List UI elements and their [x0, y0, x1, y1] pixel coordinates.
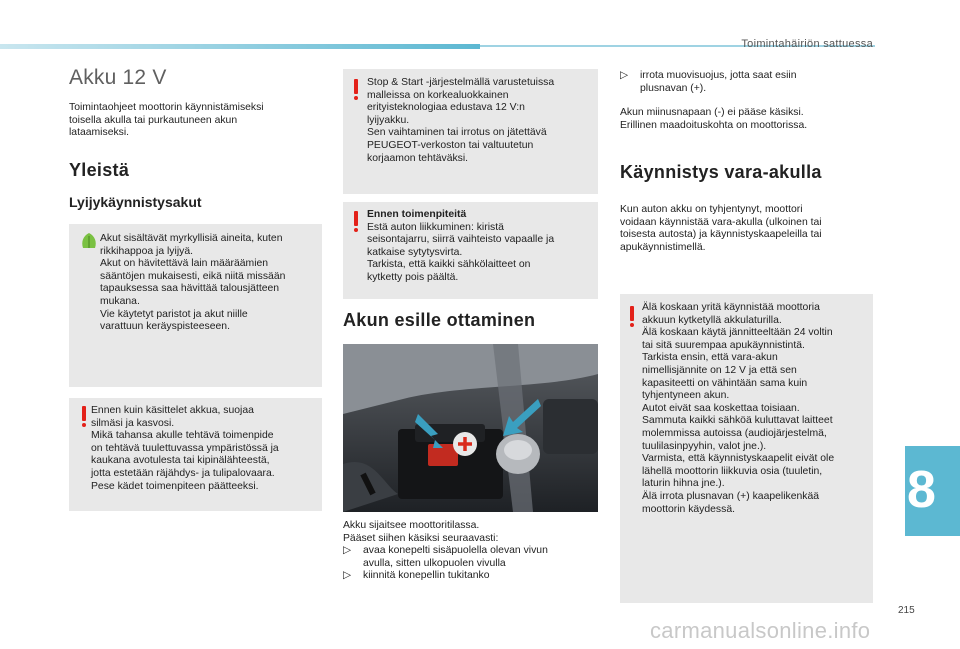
warning-line: Mikä tahansa akulle tehtävä toimenpide	[91, 430, 274, 442]
jump-start-text	[620, 204, 875, 254]
warning-title: Ennen toimenpiteitä	[367, 209, 467, 220]
warning-line: nimellisjännite on 12 V ja että sen	[642, 364, 797, 376]
general-heading: Yleistä	[69, 160, 130, 180]
note-line: Akut on hävitettävä lain määräämien	[100, 258, 269, 270]
jump-start-heading: Käynnistys vara-akulla	[620, 162, 822, 182]
battery-access-heading: Akun esille ottaminen	[343, 310, 536, 330]
warning-line: Ennen kuin käsittelet akkua, suojaa	[91, 405, 254, 416]
note-line: Akut sisältävät myrkyllisiä aineita, kuten	[100, 233, 283, 244]
warning-line: kapasiteetti on vähintään sama kuin	[642, 377, 808, 389]
warning-line: Stop & Start -järjestelmällä varustetuissa	[367, 77, 555, 88]
warning-line: on tehtävä tuulettuvassa ympäristössä ja	[91, 442, 279, 454]
warning-line: erityisteknologiaa edustava 12 V:n	[367, 102, 525, 114]
warning-line: Estä auton liikkuminen: kiristä	[367, 221, 504, 233]
warning-line: laturin hihna jne.).	[642, 478, 725, 490]
warning-line: molemmissa autoissa (audiojärjestelmä,	[642, 427, 827, 439]
body-line: Erillinen maadoituskohta on moottorissa.	[620, 119, 808, 131]
body-line: Kun auton akku on tyhjentynyt, moottori	[620, 204, 803, 215]
intro-line: Toimintaohjeet moottorin käynnistämiseksi	[69, 102, 264, 113]
body-line: Akku sijaitsee moottoritilassa.	[343, 520, 480, 531]
environment-note-box	[69, 224, 322, 387]
warning-line: Pese kädet toimenpiteen päätteeksi.	[91, 480, 259, 492]
warning-line: kaukana avotulesta tai kipinälähteestä,	[91, 455, 270, 467]
step-item	[620, 70, 875, 95]
step-arrow-icon: ▷	[620, 70, 628, 81]
body-line: Akun miinusnapaan (-) ei pääse käsiksi.	[620, 107, 804, 118]
warning-line: tuulilasinpyyhin, valot jne.).	[642, 440, 767, 452]
warning-line: Älä koskaan käytä jännitteeltään 24 voltin	[642, 327, 833, 339]
warning-line: silmäsi ja kasvosi.	[91, 417, 175, 429]
warning-exclamation-icon	[629, 306, 635, 328]
warning-line: tyhjentyneen akun.	[642, 390, 730, 402]
step-arrow-icon: ▷	[343, 570, 351, 582]
note-line: mukana.	[100, 295, 140, 307]
warning-line: Älä irrota plusnavan (+) kaapelikenkää	[642, 490, 820, 502]
warning-line: Autot eivät saa koskettaa toisiaan.	[642, 402, 800, 414]
warning-line: akkuun kytketyllä akkulaturilla.	[642, 314, 782, 326]
warning-exclamation-icon	[353, 211, 359, 233]
warning-line: lyijyakku.	[367, 114, 410, 126]
warning-line: seisontajarru, siirrä vaihteisto vapaalle ja	[367, 234, 555, 246]
eco-leaf-icon	[79, 232, 99, 250]
intro-text	[69, 102, 319, 140]
step-line: avulla, sitten ulkopuolen vivulla	[363, 557, 506, 569]
intro-line: toisella akulla tai purkautuneen akun	[69, 114, 238, 126]
jump-start-warning-box	[620, 294, 873, 603]
warning-line: Sammuta kaikki sähköä kuluttavat laitteet	[642, 415, 833, 427]
warning-exclamation-icon	[81, 406, 87, 428]
chapter-number: 8	[907, 461, 936, 519]
warning-line: jotta estetään räjähdys- ja tulipalovaara.	[91, 467, 275, 479]
body-line: Pääset siihen käsiksi seuraavasti:	[343, 532, 499, 544]
warning-line: moottorin käydessä.	[642, 503, 735, 515]
lead-battery-heading: Lyijykäynnistysakut	[69, 194, 202, 210]
cover-step	[620, 70, 875, 95]
watermark: carmanualsonline.info	[650, 618, 871, 643]
note-line: rikkihappoa ja lyijyä.	[100, 245, 193, 257]
page-title: Akku 12 V	[69, 66, 167, 89]
body-line: toisesta autosta) ja käynnistyskaapeleilla tai	[620, 229, 822, 241]
body-line: voidaan käynnistää vara-akulla (ulkoinen tai	[620, 216, 822, 228]
negative-terminal-text	[620, 107, 875, 132]
battery-location-text	[343, 520, 598, 583]
warning-line: Varmista, että käynnistyskaapelit eivät ole	[642, 453, 835, 465]
section-title: Toimintahäiriön sattuessa	[741, 38, 873, 50]
warning-line: kytketty pois päältä.	[367, 271, 459, 283]
note-line: sääntöjen mukaisesti, eikä niitä missään	[100, 270, 286, 282]
warning-line: Älä koskaan yritä käynnistää moottoria	[642, 302, 820, 313]
warning-line: malleissa on korkealuokkainen	[367, 89, 509, 101]
intro-line: lataamiseksi.	[69, 127, 130, 139]
warning-line: korjaamon tehtäväksi.	[367, 152, 469, 164]
safety-warning-box	[69, 398, 322, 511]
note-line: Vie käytetyt paristot ja akut niille	[100, 308, 248, 320]
step-line: plusnavan (+).	[640, 82, 707, 94]
step-arrow-icon: ▷	[343, 545, 351, 557]
warning-line: Sen vaihtaminen tai irrotus on jätettävä	[367, 127, 547, 139]
step-line: irrota muovisuojus, jotta saat esiin	[640, 70, 797, 81]
body-line: apukäynnistimellä.	[620, 241, 706, 253]
warning-line: Tarkista ensin, että vara-akun	[642, 352, 778, 364]
before-work-warning-box	[343, 202, 598, 299]
note-line: tapauksessa saa hävittää talousjätteen	[100, 283, 280, 295]
step-item	[343, 545, 598, 570]
step-line: avaa konepelti sisäpuolella olevan vivun	[363, 545, 548, 557]
warning-line: PEUGEOT-verkoston tai valtuutetun	[367, 139, 534, 151]
step-line: kiinnitä konepellin tukitanko	[363, 570, 490, 582]
note-line: varattuun keräyspisteeseen.	[100, 321, 230, 333]
engine-bay-battery-photo	[343, 344, 598, 512]
page-number: 215	[898, 605, 915, 616]
warning-line: katkaise sytytysvirta.	[367, 246, 463, 258]
warning-line: Tarkista, että kaikki sähkölaitteet on	[367, 259, 531, 271]
step-item	[343, 570, 598, 583]
header-accent-bar	[0, 44, 480, 49]
warning-line: lähellä moottorin liikkuvia osia (tuuletin,	[642, 465, 823, 477]
warning-exclamation-icon	[353, 79, 359, 101]
warning-line: tai sitä suurempaa apukäynnistintä.	[642, 339, 805, 351]
stop-start-warning-box	[343, 69, 598, 194]
engine-bay-illustration	[343, 344, 598, 512]
